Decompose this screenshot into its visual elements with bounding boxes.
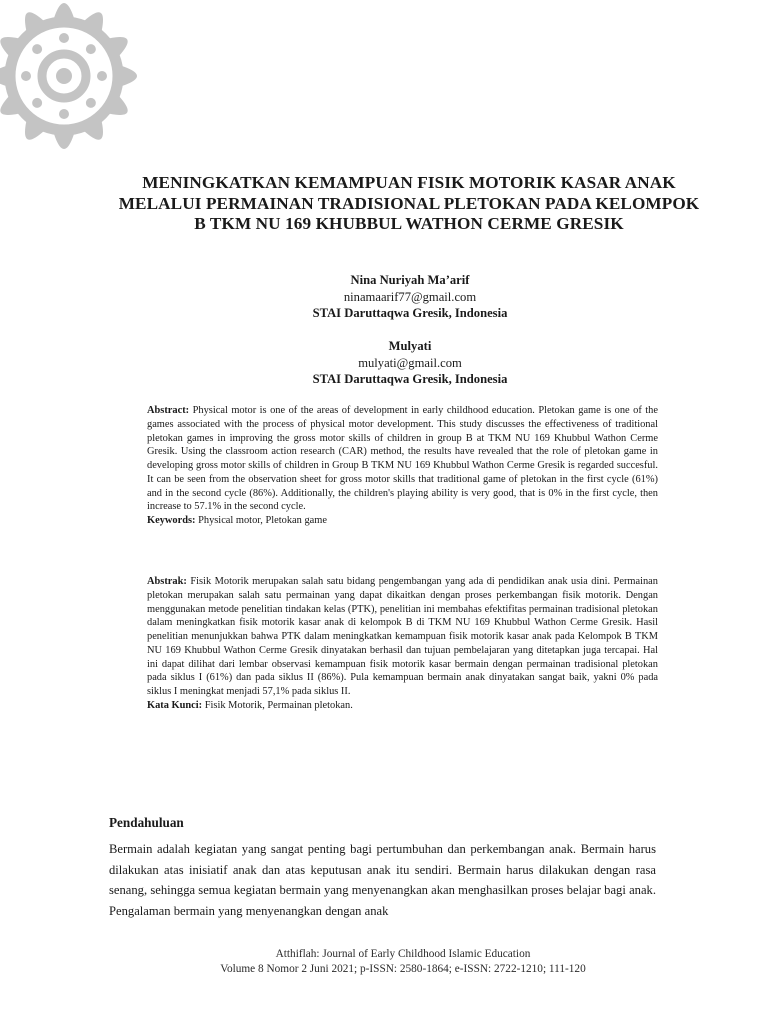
author-block-2 xyxy=(0,338,768,388)
ornamental-flower-logo xyxy=(0,0,146,168)
kata-kunci-text: Fisik Motorik, Permainan pletokan. xyxy=(204,699,353,711)
journal-name: Atthiflah: Journal of Early Childhood Islamic Education xyxy=(275,948,531,960)
keywords-label: Keywords: xyxy=(147,515,196,526)
kata-kunci-line xyxy=(147,699,658,713)
paper-title: MENINGKATKAN KEMAMPUAN FISIK MOTORIK KASAR ANAK MELALUI PERMAINAN TRADISIONAL PLETOKAN PADA KELOMPOK B TKM NU 169 KHUBBUL WATHON CERME GRESIK xyxy=(118,173,700,233)
body-paragraph: Bermain adalah kegiatan yang sangat penting bagi pertumbuhan dan perkembangan anak. Bermain harus dilakukan atas inisiatif anak dan atas keputusan anak itu sendiri. Bermain harus dilakukan dengan rasa senang, sehingga semua kegiatan bermain yang menyenangkan akan menghasilkan proses belajar bagi anak. Pengalaman bermain yang menyenangkan dengan anak xyxy=(109,842,656,918)
author-email[interactable]: ninamaarif77@gmail.com xyxy=(343,289,477,304)
abstract-indonesian xyxy=(147,575,658,713)
abstrak-label: Abstrak: xyxy=(147,576,187,587)
author-email[interactable]: mulyati@gmail.com xyxy=(358,355,462,370)
author-block-1 xyxy=(0,272,768,322)
abstract-text: Physical motor is one of the areas of development in early childhood education. Pletokan game is one of the games associated with the process of physical motor development. This study discusses the effectiveness of traditional pletokan games in improving the gross motor skills of children in group B at TKM NU 169 Khubbul Wathon Cerme Gresik. Using the classroom action research (CAR) method, the results have revealed that the role of pletokan game in developing gross motor skills of children in Group B TKM NU 169 Khubbul Wathon Cerme Gresik is regarded succesful. It can be seen from the observation sheet for gross motor skills that traditional game of pletokan in the first cycle (61%) and in the second cycle (86%). Additionally, the children's playing ability is very good, that is 0% in the first cycle, then increase to 57.1% in the second cycle. xyxy=(147,405,658,513)
author-name: Nina Nuriyah Ma’arif xyxy=(350,273,470,287)
page-footer xyxy=(0,947,768,976)
abstract-paragraph xyxy=(147,404,658,514)
author-institution: STAI Daruttaqwa Gresik, Indonesia xyxy=(312,372,508,386)
author-institution: STAI Daruttaqwa Gresik, Indonesia xyxy=(312,306,508,320)
keywords-text: Physical motor, Pletokan game xyxy=(198,515,327,526)
section-heading: Pendahuluan xyxy=(109,815,184,830)
kata-kunci-label: Kata Kunci: xyxy=(147,699,203,711)
abstrak-paragraph xyxy=(147,575,658,699)
journal-volume: Volume 8 Nomor 2 Juni 2021; p-ISSN: 2580-1864; e-ISSN: 2722-1210; 111-120 xyxy=(220,962,586,975)
abstract-english xyxy=(147,404,658,528)
keywords-line xyxy=(147,514,658,528)
abstract-label: Abstract: xyxy=(147,405,190,416)
author-name: Mulyati xyxy=(388,339,432,353)
abstrak-text: Fisik Motorik merupakan salah satu bidang pengembangan yang ada di pendidikan anak usia dini. Permainan pletokan merupakan salah satu permainan yang dapat dikaitkan dengan proses perkembangan fisik motorik. Dengan menggunakan metode penelitian tindakan kelas (PTK), penelitian ini membahas efektifitas permainan tradisional pletokan dalam meningkatkan fisik motorik kasar anak di kelompok B di TKM NU 169 Khubbul Wathon Cerme Gresik. Hasil penelitian menunjukkan bahwa PTK dalam meningkatkan kemampuan fisik motorik kasar anak pada Kelompok B TKM NU 169 Khubbul Wathon Cerme Gresik dinyatakan berhasil dan tujuan pembelajaran yang ditetapkan juga tercapai. Hal ini dapat dilihat dari lembar observasi kemampuan fisik motorik kasar bermain dengan permainan tradisional pletokan pada siklus I (61%) dan pada siklus II (86%). Pula kemampuan bermain anak dinyatakan sangat baik, yakni 0% pada siklus I meningkat menjadi 57,1% pada siklus II. xyxy=(147,576,658,697)
